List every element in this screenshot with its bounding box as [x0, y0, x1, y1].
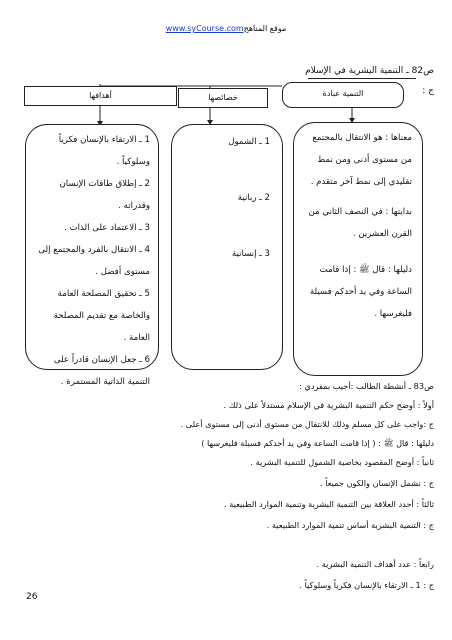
goals-panel: [25, 124, 159, 387]
features-box-label: خصائصها: [208, 93, 238, 102]
features-panel: [171, 124, 283, 370]
activity-line: دليلها : قال ﷺ : ( إذا قامت الساعة وفي يد أحدكم فسيلة فليغرسها ): [201, 438, 434, 448]
activity-line: ج : تشمل الإنسان والكون جميعاً .: [319, 478, 434, 488]
goals-item: 2 ـ إطلاق طاقات الإنسان وقدراته .: [59, 179, 150, 211]
activity-line: ج : 1 ـ الارتقاء بالإنسان فكرياً وسلوكياً .: [299, 580, 434, 590]
activity-line: ج :واجب على كل مسلم وذلك للانتقال من مستوى أدنى إلى مستوى أعلى .: [180, 419, 434, 429]
section-title: التنمية البشرية في الإسلام: [305, 66, 404, 76]
worship-box-label: التنمية عبادة: [322, 89, 364, 98]
answer-prefix: ج :: [422, 86, 434, 96]
goals-box: [24, 86, 177, 106]
goals-item: 5 ـ تحقيق المصلحة العامة والخاصة مع تقديم المصلحة العامة .: [53, 289, 150, 343]
worship-item: بدايتها : في النصف الثاني من القرن العشرين .: [308, 207, 412, 239]
goals-item: 1 ـ الارتقاء بالإنسان فكرياً وسلوكياً .: [58, 135, 150, 167]
worship-box: [282, 82, 404, 108]
features-item: 3 ـ إنسانية: [231, 249, 270, 259]
activity-line: ج : التنمية البشرية أساس تنمية الموارد الطبيعية .: [266, 520, 434, 530]
activity-line: ثانياً : أوضح المقصود بخاصية الشمول للتنمية البشرية .: [250, 457, 434, 467]
worship-panel: [293, 122, 423, 376]
activities-heading: ص83 ـ أنشطة الطالب :أجيب بمفردي :: [299, 381, 434, 391]
activity-line: أولاً : أوضح حكم التنمية البشرية في الإسلام مستدلاً على ذلك .: [223, 400, 434, 410]
goals-item: 4 ـ الانتقال بالفرد والمجتمع إلى مستوى أفضل .: [38, 245, 150, 277]
site-url[interactable]: www.syCourse.com: [165, 24, 244, 33]
page-number: 26: [26, 592, 38, 602]
page-ref: ص82 ـ: [406, 66, 434, 76]
features-item: 1 ـ الشمول: [228, 137, 270, 147]
features-item: 2 ـ ربانية: [237, 193, 270, 203]
activity-line: ثالثاً : أحدد العلاقة بين التنمية البشرية وتنمية الموارد الطبيعية .: [224, 499, 434, 509]
activity-line: رابعاً : عدد أهداف التنمية البشرية .: [316, 559, 434, 569]
site-label: موقع المناهج: [243, 24, 287, 33]
goals-box-label: أهدافها: [89, 91, 112, 100]
goals-item: 6 ـ جعل الإنسان قادراً على التنمية الذاتية المستمرة .: [53, 355, 150, 387]
features-box: [178, 88, 268, 108]
worship-item: معناها : هو الانتقال بالمجتمع من مستوى أدنى ومن نمط تقليدي إلى نمط آخر متقدم .: [310, 133, 412, 187]
activities-section: [14, 380, 434, 592]
worship-item: دليلها : قال ﷺ : إذا قامت الساعة وفي يد أحدكم فسيلة فليغرسها .: [309, 265, 412, 319]
goals-item: 3 ـ الاعتماد على الذات .: [64, 223, 150, 233]
